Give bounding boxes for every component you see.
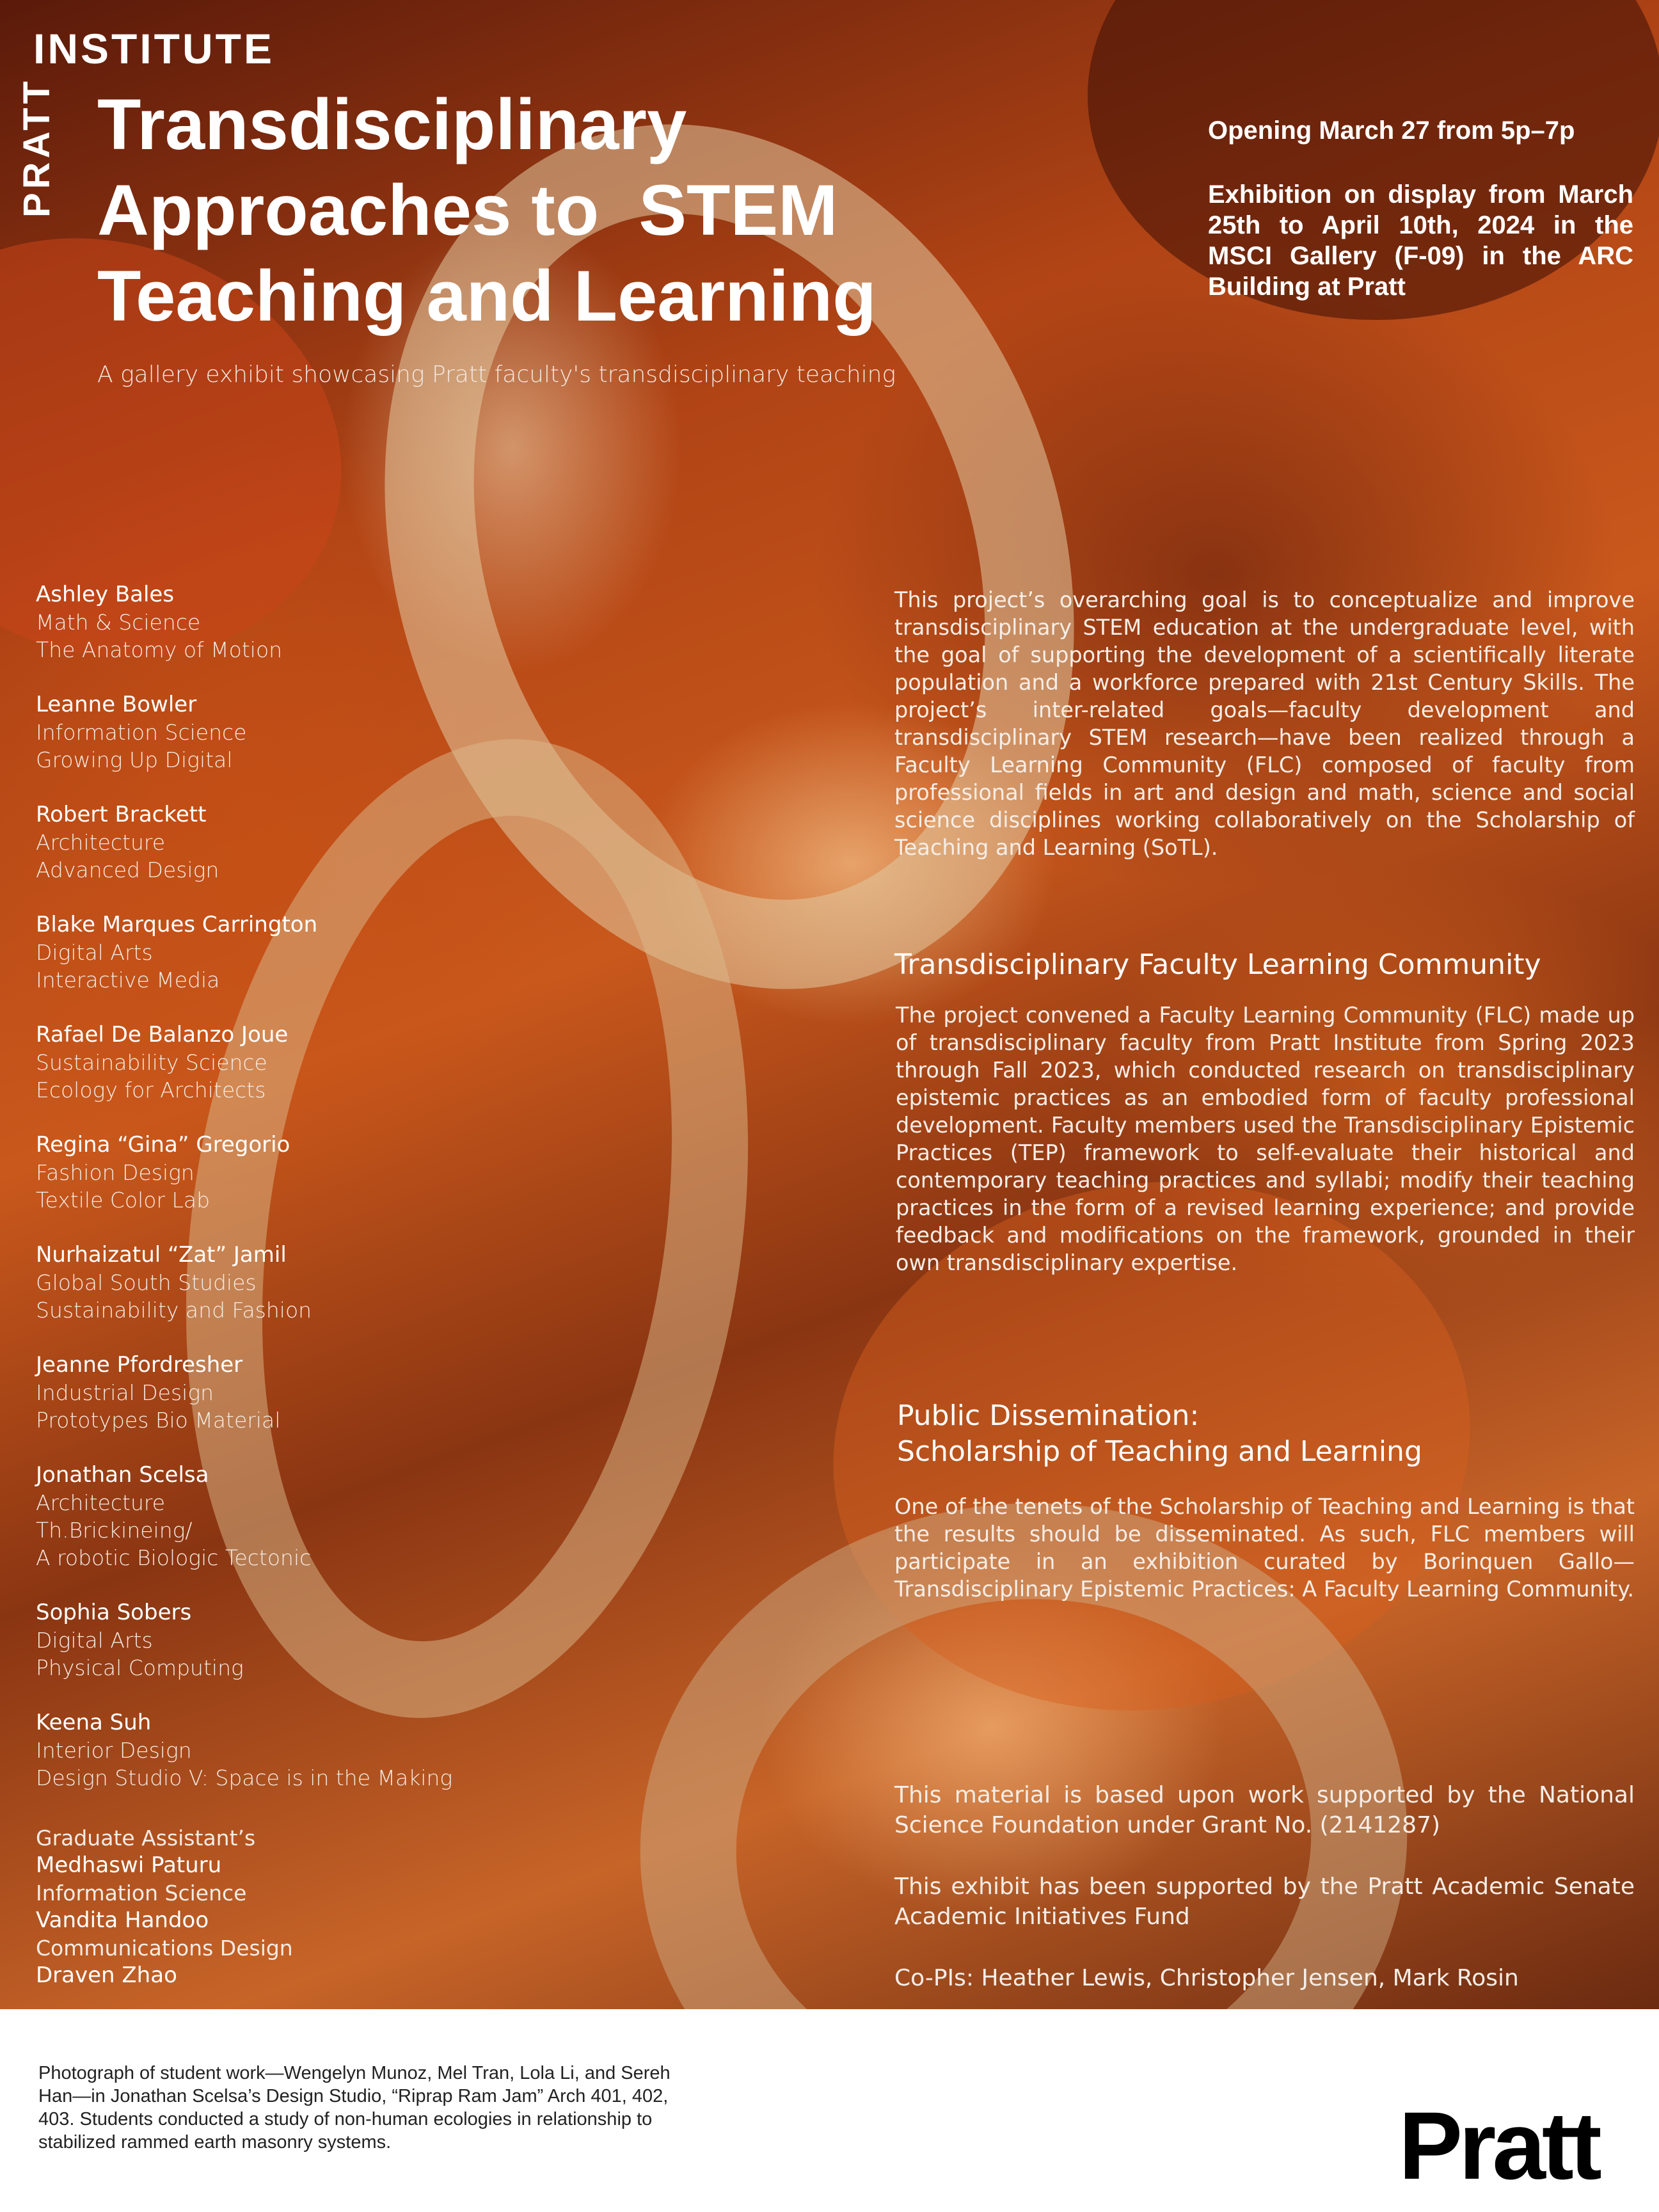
senate-acknowledgement: This exhibit has been supported by the Pratt Academic Senate Academic Initiatives Fund (894, 1874, 1635, 1930)
faculty-dept: Information Science (36, 720, 247, 745)
faculty-member (36, 1709, 548, 1792)
faculty-course-2: A robotic Biologic Tectonic (36, 1545, 312, 1570)
faculty-member (36, 1461, 548, 1571)
faculty-dept: Architecture (36, 1490, 166, 1515)
title-line-2: Approaches to STEM (97, 170, 838, 250)
faculty-name: Regina “Gina” Gregorio (36, 1132, 290, 1158)
dissemination-heading-line-2: Scholarship of Teaching and Learning (897, 1435, 1422, 1468)
dissemination-heading (897, 1398, 1639, 1470)
faculty-dept: Math & Science (36, 610, 201, 635)
dissemination-heading-line-1: Public Dissemination: (897, 1399, 1200, 1432)
nsf-acknowledgement: This material is based upon work supported by the National Science Foundation under Grant No. (2141287) (894, 1782, 1635, 1838)
flc-heading: Transdisciplinary Faculty Learning Community (894, 948, 1541, 981)
faculty-dept: Global South Studies (36, 1270, 257, 1295)
faculty-member (36, 1021, 548, 1104)
faculty-dept: Architecture (36, 830, 166, 855)
faculty-name: Robert Brackett (36, 802, 207, 827)
faculty-member (36, 1351, 548, 1434)
subtitle: A gallery exhibit showcasing Pratt faculty's transdisciplinary teaching (97, 362, 896, 388)
faculty-course: Advanced Design (36, 857, 219, 882)
faculty-dept: Fashion Design (36, 1160, 194, 1185)
assistant-name: Medhaswi Paturu (36, 1852, 222, 1878)
assistant-dept: Information Science (36, 1881, 247, 1906)
project-goal-paragraph: This project’s overarching goal is to conceptualize and improve transdisciplinary STEM education at the undergraduate level, with the goal of supporting the development of a scientifically literate population and a workforce prepared with 21st Century Skills. The project’s inter-related goals—faculty development and transdisciplinary STEM research—have been realized through a Faculty Learning Community (FLC) composed of faculty from professional fields in art and design and math, science and social science disciplines working collaboratively on the Scholarship of Teaching and Learning (SoTL). (894, 587, 1635, 860)
faculty-name: Leanne Bowler (36, 692, 197, 717)
faculty-dept: Sustainability Science (36, 1050, 267, 1075)
faculty-name: Jeanne Pfordresher (36, 1352, 243, 1378)
faculty-name: Blake Marques Carrington (36, 912, 318, 937)
faculty-name: Nurhaizatul “Zat” Jamil (36, 1242, 287, 1268)
faculty-name: Jonathan Scelsa (36, 1462, 209, 1488)
faculty-course: Prototypes Bio Material (36, 1408, 281, 1433)
co-pis: Co-PIs: Heather Lewis, Christopher Jensen, Mark Rosin (894, 1965, 1519, 1991)
faculty-dept: Digital Arts (36, 1628, 153, 1653)
faculty-course: Ecology for Architects (36, 1078, 266, 1102)
graduate-assistants (36, 1824, 548, 1989)
exhibition-info: Exhibition on display from March 25th to April 10th, 2024 in the MSCI Gallery (F-09) in the ARC Building at Pratt (1208, 180, 1633, 301)
photo-caption: Photograph of student work—Wengelyn Munoz, Mel Tran, Lola Li, and Sereh Han—in Jonathan Scelsa’s Design Studio, “Riprap Ram Jam” Arch 401, 402, 403. Students conducted a study of non-human ecologies in relationship to stabilized rammed earth masonry systems. (38, 2063, 671, 2152)
faculty-member (36, 911, 548, 994)
faculty-name: Ashley Bales (36, 582, 175, 607)
faculty-name: Keena Suh (36, 1710, 152, 1735)
flc-paragraph: The project convened a Faculty Learning Community (FLC) made up of transdisciplinary faculty from Pratt Institute from Spring 2023 through Fall 2023, which conducted research on transdisciplinary epistemic practices as an embodied form of faculty professional development. Faculty members used the Transdisciplinary Epistemic Practices (TEP) framework to self-evaluate their historical and contemporary teaching practices and syllabi; modify their teaching practices in the form of a revised learning experience; and provide feedback and modifications on the framework, grounded in their own transdisciplinary expertise. (896, 1003, 1635, 1275)
faculty-course: Interactive Media (36, 967, 220, 992)
graduate-assistants-label: Graduate Assistant’s (36, 1826, 256, 1850)
faculty-name: Sophia Sobers (36, 1600, 192, 1625)
vertical-brand: PRATT (16, 77, 58, 218)
faculty-member (36, 581, 548, 664)
faculty-dept: Digital Arts (36, 940, 153, 965)
faculty-dept: Industrial Design (36, 1380, 214, 1405)
faculty-course: Th.Brickineing/ (36, 1518, 193, 1543)
faculty-member (36, 1131, 548, 1214)
assistant-name: Vandita Handoo (36, 1907, 209, 1933)
faculty-list (36, 581, 548, 1819)
assistant-name: Draven Zhao (36, 1962, 177, 1988)
faculty-dept: Interior Design (36, 1738, 192, 1763)
page-title (97, 82, 993, 339)
title-line-1: Transdisciplinary (97, 84, 687, 164)
faculty-name: Rafael De Balanzo Joue (36, 1022, 289, 1047)
pratt-logo: Pratt (1399, 2092, 1598, 2199)
faculty-course: Design Studio V: Space is in the Making (36, 1765, 453, 1790)
faculty-course: Textile Color Lab (36, 1188, 210, 1213)
title-line-3: Teaching and Learning (97, 256, 877, 336)
faculty-member (36, 801, 548, 884)
faculty-member (36, 1599, 548, 1682)
dissemination-paragraph: One of the tenets of the Scholarship of Teaching and Learning is that the results should be disseminated. As such, FLC members will participate in an exhibition curated by Borinquen Gallo—Transdisciplinary Epistemic Practices: A Faculty Learning Community. (894, 1494, 1635, 1602)
faculty-course: The Anatomy of Motion (36, 637, 283, 662)
faculty-member (36, 1241, 548, 1324)
faculty-member (36, 691, 548, 774)
assistant-dept: Communications Design (36, 1936, 293, 1961)
institute-wordmark: INSTITUTE (33, 25, 274, 72)
opening-date: Opening March 27 from 5p–7p (1208, 116, 1575, 145)
faculty-course: Sustainability and Fashion (36, 1298, 312, 1323)
faculty-course: Physical Computing (36, 1655, 244, 1680)
faculty-course: Growing Up Digital (36, 747, 233, 772)
